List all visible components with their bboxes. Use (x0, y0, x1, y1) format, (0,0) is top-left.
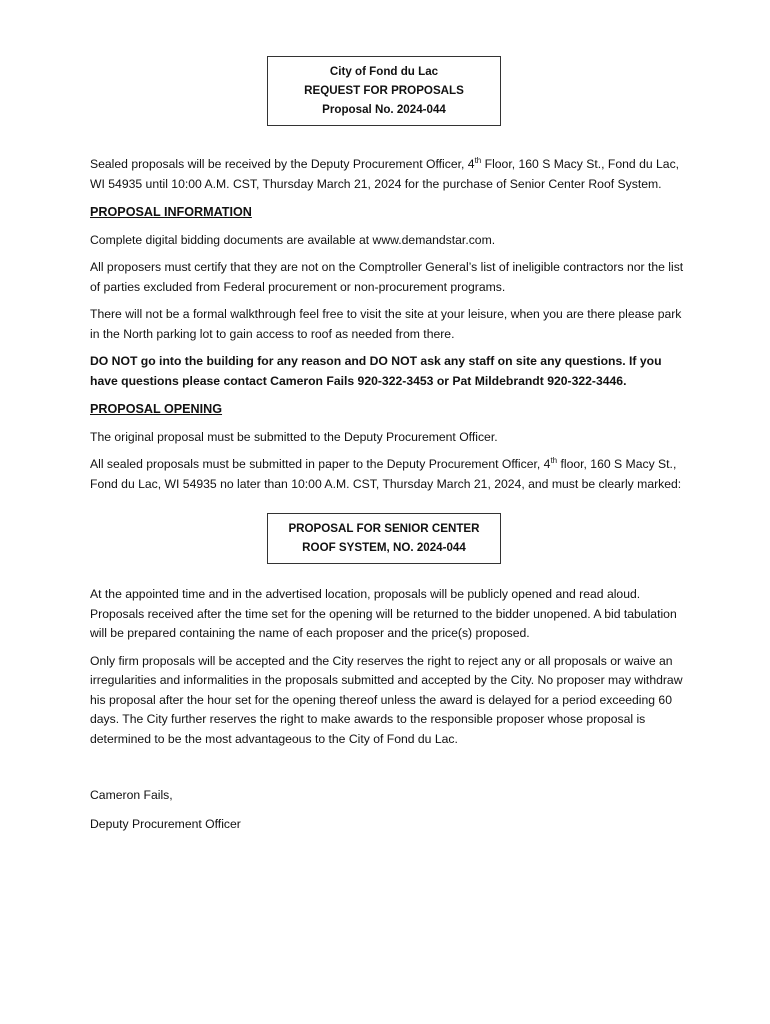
closing-paragraph-1: At the appointed time and in the advertised location, proposals will be publicly opened and read aloud. Proposals received after the time set for the opening will be returned to the bidder unopened. A bid tabulation will be prepared containing the name of each proposer and the price(s) proposed. (90, 587, 677, 640)
opening-superscript: th (550, 455, 558, 465)
intro-text-a: Sealed proposals will be received by the Deputy Procurement Officer, 4 (90, 157, 475, 171)
title-city: City of Fond du Lac (329, 65, 439, 78)
info-paragraph-3: There will not be a formal walkthrough feel free to visit the site at your leisure, when you are there please park in the North parking lot to gain access to roof as needed from there. (90, 307, 682, 341)
opening-text-a: All sealed proposals must be submitted in paper to the Deputy Procurement Officer, 4 (90, 457, 551, 471)
document-page (90, 56, 690, 834)
closing-paragraph-2: Only firm proposals will be accepted and the City reserves the right to reject any or all proposals or waive an irregularities and informalities in the proposals submitted and accepted by the City. No proposer may withdraw his proposal after the hour set for the opening thereof unless the award is delayed for a period exceeding 60 days. The City further reserves the right to make awards to the responsible proposer whose proposal is determined to be the most advantageous to the City of Fond du Lac. (90, 653, 683, 746)
info-paragraph-1: Complete digital bidding documents are available at www.demandstar.com. (90, 232, 496, 247)
signature-name: Cameron Fails, (90, 788, 173, 802)
marking-line-2: ROOF SYSTEM, NO. 2024-044 (302, 541, 466, 554)
info-paragraph-2: All proposers must certify that they are not on the Comptroller General’s list of ineligible contractors nor the list of parties excluded from Federal procurement or non-procurement programs. (90, 260, 684, 294)
intro-paragraph (90, 155, 690, 194)
proposal-information-heading: PROPOSAL INFORMATION (90, 205, 252, 219)
title-proposal-number: Proposal No. 2024-044 (322, 103, 446, 116)
info-warning-paragraph: DO NOT go into the building for any reason and DO NOT ask any staff on site any questions. If you have questions please contact Cameron Fails 920-322-3453 or Pat Mildebrandt 920-322-3446. (90, 354, 662, 388)
opening-paragraph-2 (90, 455, 690, 494)
proposal-opening-heading: PROPOSAL OPENING (90, 402, 223, 416)
marking-line-1: PROPOSAL FOR SENIOR CENTER (288, 522, 480, 535)
opening-paragraph-1: The original proposal must be submitted to the Deputy Procurement Officer. (90, 429, 498, 444)
title-rfp: REQUEST FOR PROPOSALS (304, 84, 464, 97)
title-box (267, 56, 501, 126)
marking-label-box (267, 513, 501, 564)
opening-text-b: floor, 160 S Macy St., Fond du Lac, WI 54935 no later than 10:00 A.M. CST, Thursday March 21, 2024, and must be clearly marked: (90, 457, 682, 491)
signature-title: Deputy Procurement Officer (90, 816, 241, 831)
intro-superscript: th (474, 155, 482, 165)
intro-text-b: Floor, 160 S Macy St., Fond du Lac, WI 54935 until 10:00 A.M. CST, Thursday March 21, 2024 for the purchase of Senior Center Roof System. (90, 157, 680, 191)
